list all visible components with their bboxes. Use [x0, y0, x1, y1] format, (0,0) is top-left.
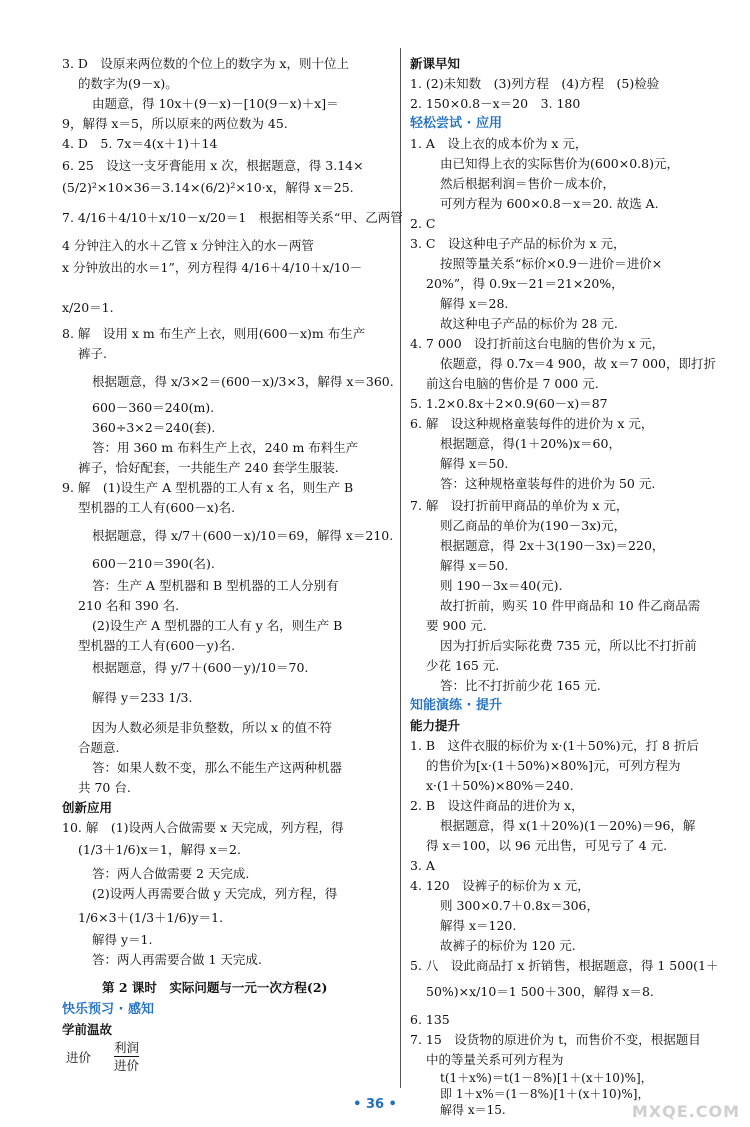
answer-10-line-2: (1/3＋1/6)x＝1，解得 x＝2. — [78, 842, 241, 857]
answer-9-line-6: 210 名和 390 名. — [78, 598, 180, 613]
answer-b5-line-2: 50%)×x/10＝1 500＋300，解得 x＝8. — [426, 984, 654, 999]
answer-a7-line-8: 因为打折后实际花费 735 元，所以比不打折前 — [440, 638, 697, 653]
answer-4-5: 4. D 5. 7x＝4(x＋1)＋14 — [62, 136, 218, 151]
answer-9-line-4: 600－210＝390(名). — [92, 556, 215, 571]
answer-9-line-3: 根据题意，得 x/7＋(600－x)/10＝69，解得 x＝210. — [92, 528, 394, 543]
answer-b1-line-2: 的售价为[x·(1＋50%)×80%]元，可列方程为 — [426, 758, 681, 773]
cost-denominator: 进价 — [114, 1058, 140, 1073]
answer-b7-line-1: 7. 15 设货物的原进价为 t，而售价不变，根据题目 — [410, 1032, 701, 1047]
answer-9-line-14: 共 70 台. — [78, 780, 131, 795]
answer-6-line-1: 6. 25 设这一支牙膏能用 x 次，根据题意，得 3.14× — [62, 158, 364, 173]
cost-label: 进价 — [66, 1050, 92, 1065]
answer-b1-line-1: 1. B 这件衣服的标价为 x·(1＋50%)元，打 8 折后 — [410, 738, 699, 753]
answer-a7-line-7: 要 900 元. — [426, 618, 487, 633]
answer-a2: 2. C — [410, 216, 436, 231]
answer-9-line-1: 9. 解 (1)设生产 A 型机器的工人有 x 名，则生产 B — [62, 480, 354, 495]
answer-8-line-3: 根据题意，得 x/3×2＝(600－x)/3×3，解得 x＝360. — [92, 374, 394, 389]
answer-b4-line-4: 故裤子的标价为 120 元. — [440, 938, 576, 953]
answer-7-line-2: 4 分钟注入的水＋乙管 x 分钟注入的水－两管 — [62, 238, 314, 253]
answer-b2-line-2: 根据题意，得 x(1＋20%)(1－20%)＝96，解 — [440, 818, 696, 833]
answer-a7-line-4: 解得 x＝50. — [440, 558, 509, 573]
answer-a3-line-1: 3. C 设这种电子产品的标价为 x 元， — [410, 236, 626, 251]
answer-b4-line-2: 则 300×0.7＋0.8x＝306， — [440, 898, 599, 913]
answer-a3-line-2: 按照等量关系“标价×0.9－进价＝进价× — [440, 256, 663, 271]
answer-9-line-11: 因为人数必须是非负整数，所以 x 的值不符 — [92, 720, 332, 735]
answer-10-line-1: 10. 解 (1)设两人合做需要 x 天完成，列方程，得 — [62, 820, 344, 835]
answer-8-line-7: 裤子，恰好配套，一共能生产 240 套学生服装. — [78, 460, 339, 475]
section-heading-practice: 知能演练 · 提升 — [410, 698, 502, 713]
answer-10-line-7: 答：两人再需要合做 1 天完成. — [92, 952, 262, 967]
answer-6-line-2: (5/2)²×10×36＝3.14×(6/2)²×10·x，解得 x＝25. — [62, 180, 354, 195]
answer-b6: 6. 135 — [410, 1012, 450, 1027]
answer-a4-line-2: 依题意，得 0.7x＝4 900，故 x＝7 000，即打折 — [440, 356, 716, 371]
answer-8-line-5: 360÷3×2＝240(套). — [92, 420, 216, 435]
answer-8-line-2: 裤子. — [78, 346, 107, 361]
answer-10-line-4: (2)设两人再需要合做 y 天完成，列方程，得 — [92, 886, 338, 901]
subheading-ability: 能力提升 — [410, 718, 461, 733]
answer-r2: 2. 150×0.8－x＝20 3. 180 — [410, 96, 581, 111]
answer-10-line-5: 1/6×3＋(1/3＋1/6)y＝1. — [78, 910, 224, 925]
answer-a7-line-1: 7. 解 设打折前甲商品的单价为 x 元， — [410, 498, 629, 513]
answer-9-line-7: (2)设生产 A 型机器的工人有 y 名，则生产 B — [92, 618, 343, 633]
section-heading-preview: 快乐预习 · 感知 — [62, 1002, 154, 1017]
answer-a1-line-4: 可列方程为 600×0.8－x＝20. 故选 A. — [440, 196, 659, 211]
answer-b7-line-4: 即 1＋x%＝(1－8%)[1＋(x＋10)%]， — [440, 1087, 650, 1101]
answer-9-line-2: 型机器的工人有(600－x)名. — [78, 500, 236, 515]
subheading-new-lesson: 新课早知 — [410, 56, 461, 71]
page-number: • 36 • — [353, 1097, 397, 1112]
answer-9-line-10: 解得 y＝233 1/3. — [92, 690, 193, 705]
answer-8-line-4: 600－360＝240(m). — [92, 400, 215, 415]
answer-b4-line-3: 解得 x＝120. — [440, 918, 517, 933]
answer-8-line-6: 答：用 360 m 布料生产上衣，240 m 布料生产 — [92, 440, 359, 455]
answer-a4-line-3: 前这台电脑的售价是 7 000 元. — [426, 376, 599, 391]
answer-7-line-4: x/20＝1. — [62, 300, 114, 315]
answer-10-line-3: 答：两人合做需要 2 天完成. — [92, 866, 250, 881]
answer-b7-line-5: 解得 x＝15. — [440, 1103, 506, 1117]
answer-b1-line-3: x·(1＋50%)×80%＝240. — [426, 778, 574, 793]
answer-a7-line-9: 少花 165 元. — [426, 658, 500, 673]
answer-a6-line-4: 答：这种规格童装每件的进价为 50 元. — [440, 476, 656, 491]
answer-a5: 5. 1.2×0.8x＋2×0.9(60－x)＝87 — [410, 396, 608, 411]
answer-3-line-4: 9，解得 x＝5，所以原来的两位数为 45. — [62, 116, 288, 131]
answer-a7-line-2: 则乙商品的单价为(190－3x)元， — [440, 518, 627, 533]
answer-r1: 1. (2)未知数 (3)列方程 (4)方程 (5)检验 — [410, 76, 660, 91]
answer-a1-line-2: 由已知得上衣的实际售价为(600×0.8)元， — [440, 156, 679, 171]
lesson-title: 第 2 课时 实际问题与一元一次方程(2) — [102, 980, 328, 995]
answer-a6-line-1: 6. 解 设这种规格童装每件的进价为 x 元， — [410, 416, 654, 431]
answer-b2-line-3: 得 x＝100，以 96 元出售，可见亏了 4 元. — [426, 838, 668, 853]
answer-b7-line-2: 中的等量关系可列方程为 — [426, 1052, 564, 1067]
answer-a6-line-3: 解得 x＝50. — [440, 456, 509, 471]
answer-a4-line-1: 4. 7 000 设打折前这台电脑的售价为 x 元， — [410, 336, 665, 351]
answer-7-line-1: 7. 4/16＋4/10＋x/10－x/20＝1 根据相等关系“甲、乙两管 — [62, 210, 403, 225]
answer-8-line-1: 8. 解 设用 x m 布生产上衣，则用(600－x)m 布生产 — [62, 326, 366, 341]
watermark: MXQE.COM — [631, 1102, 740, 1121]
answer-a7-line-6: 故打折前，购买 10 件甲商品和 10 件乙商品需 — [440, 598, 701, 613]
answer-9-line-12: 合题意. — [78, 740, 120, 755]
answer-3-line-3: 由题意，得 10x＋(9－x)－[10(9－x)＋x]＝ — [92, 96, 339, 111]
answer-a7-line-5: 则 190－3x＝40(元). — [440, 578, 563, 593]
answer-3-line-1: 3. D 设原来两位数的个位上的数字为 x，则十位上 — [62, 56, 349, 71]
answer-b2-line-1: 2. B 设这件商品的进价为 x， — [410, 798, 584, 813]
answer-a7-line-3: 根据题意，得 2x＋3(190－3x)＝220， — [440, 538, 665, 553]
answer-10-line-6: 解得 y＝1. — [92, 932, 153, 947]
answer-9-line-5: 答：生产 A 型机器和 B 型机器的工人分别有 — [92, 578, 339, 593]
answer-a7-line-10: 答：比不打折前少花 165 元. — [440, 678, 601, 693]
answer-b7-line-3: t(1＋x%)＝t(1－8%)[1＋(x＋10)%]， — [440, 1071, 653, 1085]
answer-a3-line-5: 故这种电子产品的标价为 28 元. — [440, 316, 618, 331]
subheading-review: 学前温故 — [62, 1022, 113, 1037]
answer-b4-line-1: 4. 120 设裤子的标价为 x 元， — [410, 878, 590, 893]
answer-7-line-3: x 分钟放出的水＝1”，列方程得 4/16＋4/10＋x/10－ — [62, 260, 363, 275]
answer-9-line-9: 根据题意，得 y/7＋(600－y)/10＝70. — [92, 660, 309, 675]
answer-a3-line-3: 20%”，得 0.9x－21＝21×20%， — [426, 276, 624, 291]
answer-a1-line-3: 然后根据利润＝售价－成本价， — [440, 176, 616, 191]
answer-3-line-2: 的数字为(9－x)。 — [78, 76, 178, 91]
answer-b3: 3. A — [410, 858, 435, 873]
answer-a3-line-4: 解得 x＝28. — [440, 296, 509, 311]
subheading-innovation: 创新应用 — [62, 800, 113, 815]
section-heading-try: 轻松尝试 · 应用 — [410, 116, 502, 131]
answer-a1-line-1: 1. A 设上衣的成本价为 x 元， — [410, 136, 588, 151]
column-divider — [400, 48, 401, 1088]
answer-9-line-8: 型机器的工人有(600－y)名. — [78, 638, 236, 653]
answer-b5-line-1: 5. 八 设此商品打 x 折销售，根据题意，得 1 500(1＋ — [410, 958, 719, 973]
answer-a6-line-2: 根据题意，得(1＋20%)x＝60， — [440, 436, 621, 451]
profit-numerator: 利润 — [114, 1040, 140, 1055]
answer-9-line-13: 答：如果人数不变，那么不能生产这两种机器 — [92, 760, 343, 775]
